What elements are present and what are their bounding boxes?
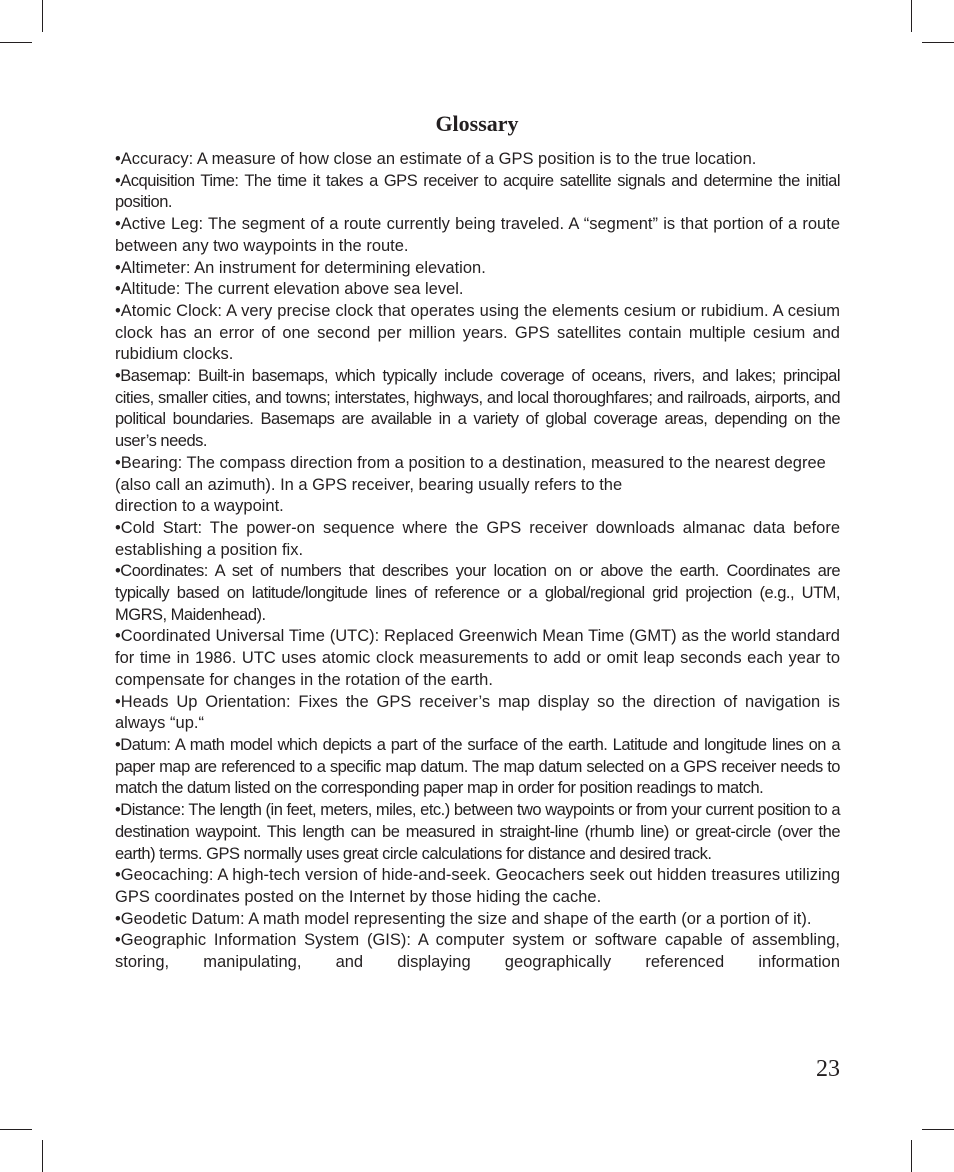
crop-mark <box>922 42 954 43</box>
glossary-entry-utc: •Coordinated Universal Time (UTC): Replaced Greenwich Mean Time (GMT) as the world standard for time in 1986. UTC uses atomic clock measurements to add or omit leap seconds each year to compensate for changes in the rotation of the earth. <box>115 627 840 689</box>
glossary-entry-acquisition-time: •Acquisition Time: The time it takes a GPS receiver to acquire satellite signals and determine the initial position. <box>115 171 840 212</box>
glossary-entry-coordinates: •Coordinates: A set of numbers that describes your location on or above the earth. Coordinates are typically based on latitude/longitude lines of reference or a global/regional grid projection (e.g., UTM, MGRS, Maidenhead). <box>115 562 840 624</box>
glossary-entry-active-leg: •Active Leg: The segment of a route currently being traveled. A “segment” is that portion of a route between any two waypoints in the route. <box>115 215 840 255</box>
glossary-entry-geocaching: •Geocaching: A high-tech version of hide-and-seek. Geocachers seek out hidden treasures utilizing GPS coordinates posted on the Internet by those hiding the cache. <box>115 866 840 906</box>
crop-mark <box>42 1140 43 1172</box>
glossary-entry-bearing: •Bearing: The compass direction from a position to a destination, measured to the nearest degree (also call an azimuth). In a GPS receiver, bearing usually refers to the <box>115 453 826 494</box>
crop-mark <box>0 1129 32 1130</box>
page-title: Glossary <box>435 111 519 136</box>
glossary-body <box>115 149 840 974</box>
crop-mark <box>911 0 912 32</box>
crop-mark <box>42 0 43 32</box>
glossary-entry-basemap: •Basemap: Built-in basemaps, which typically include coverage of oceans, rivers, and lakes; principal cities, smaller cities, and towns; interstates, highways, and local thoroughfares; and railroads, airports, and political boundaries. Basemaps are available in a variety of global coverage areas, depending on the user’s needs. <box>115 367 840 451</box>
glossary-entry-accuracy: •Accuracy: A measure of how close an estimate of a GPS position is to the true location. <box>115 150 757 168</box>
page-number: 23 <box>816 1056 840 1082</box>
crop-mark <box>0 42 32 43</box>
glossary-entry-geodetic-datum: •Geodetic Datum: A math model representing the size and shape of the earth (or a portion of it). <box>115 909 812 928</box>
glossary-entry-heads-up-orientation: •Heads Up Orientation: Fixes the GPS receiver’s map display so the direction of navigation is always “up.“ <box>115 692 840 733</box>
glossary-entry-altimeter: •Altimeter: An instrument for determining elevation. <box>115 258 486 277</box>
glossary-entry-cold-start: •Cold Start: The power-on sequence where the GPS receiver downloads almanac data before establishing a position fix. <box>115 518 840 559</box>
glossary-entry-altitude: •Altitude: The current elevation above sea level. <box>115 280 464 299</box>
glossary-entry-atomic-clock: •Atomic Clock: A very precise clock that operates using the elements cesium or rubidium. A cesium clock has an error of one second per million years. GPS satellites contain multiple cesium and rubidium clocks. <box>115 301 840 364</box>
crop-mark <box>922 1129 954 1130</box>
glossary-entry-distance: •Distance: The length (in feet, meters, miles, etc.) between two waypoints or from your current position to a destination waypoint. This length can be measured in straight-line (rhumb line) or great-circle (over the earth) terms. GPS normally uses great circle calculations for distance and desired track. <box>115 801 840 863</box>
crop-mark <box>911 1140 912 1172</box>
glossary-entry-datum: •Datum: A math model which depicts a part of the surface of the earth. Latitude and longitude lines on a paper map are referenced to a specific map datum. The map datum selected on a GPS receiver needs to match the datum listed on the corresponding paper map in order for position readings to match. <box>115 735 840 798</box>
glossary-entry-bearing-continued: direction to a waypoint. <box>115 497 284 516</box>
glossary-entry-gis: •Geographic Information System (GIS): A computer system or software capable of assembling, storing, manipulating, and displaying geographically referenced information <box>115 931 840 972</box>
